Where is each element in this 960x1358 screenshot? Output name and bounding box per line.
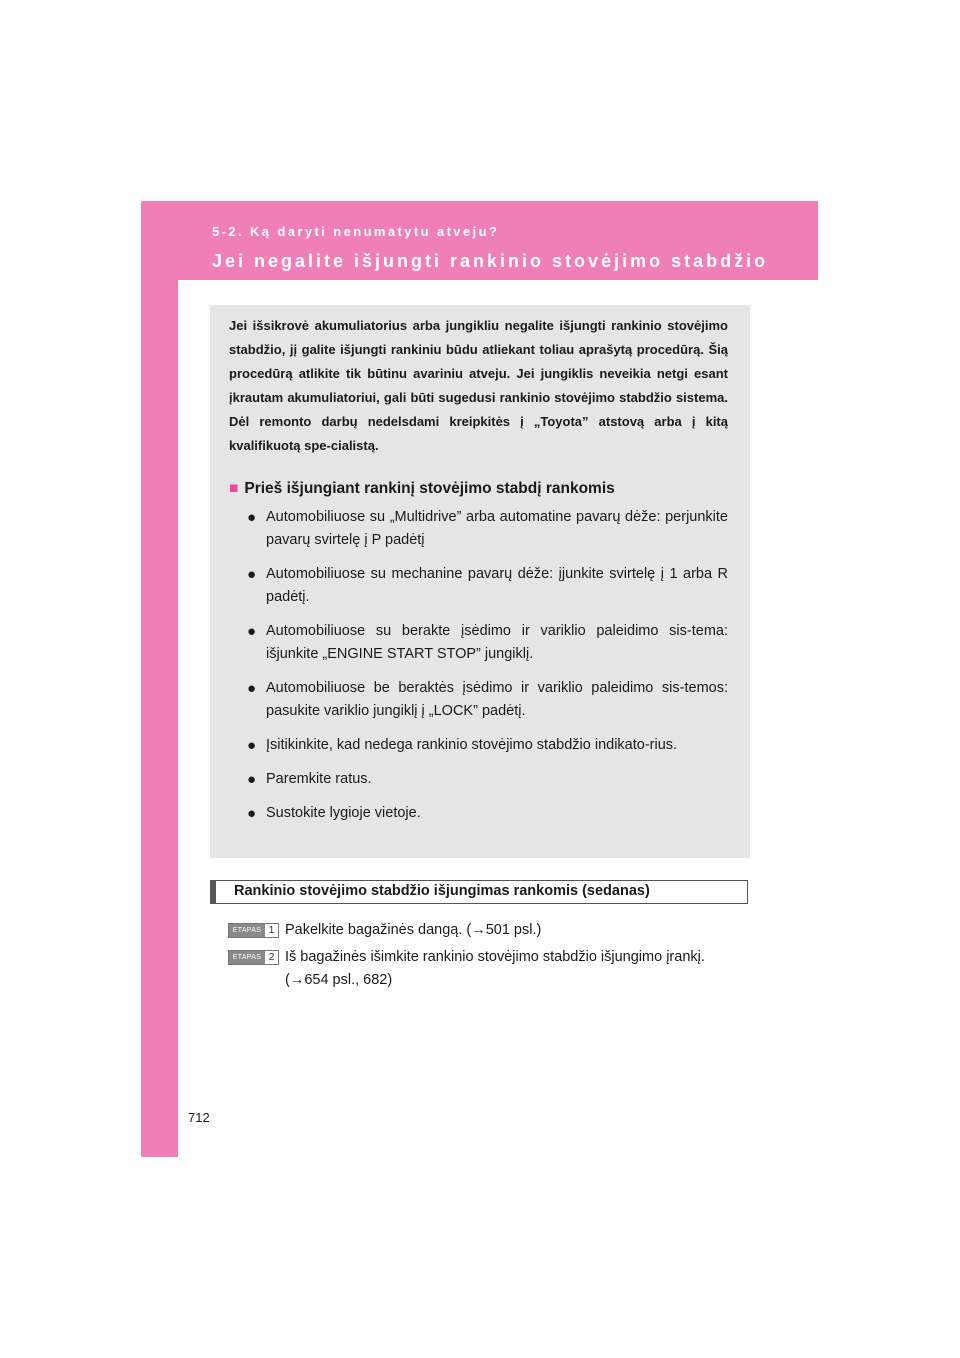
list-item	[247, 768, 728, 791]
bullet-dot-icon: ●	[247, 680, 257, 697]
procedure-heading	[210, 880, 748, 904]
list-item	[247, 563, 728, 609]
bullet-dot-icon: ●	[247, 771, 257, 788]
intro-paragraph: Jei išsikrovė akumuliatorius arba jungikliu negalite išjungti rankinio stovėjimo stabdžio, jį galite išjungti rankiniu būdu atliekant toliau aprašytą procedūrą. Šią procedūrą atlikite tik būtinu avariniu atveju. Jei jungiklis neveikia netgi esant įkrautam akumuliatoriui, gali būti sugedusi rankinio stovėjimo stabdžio sistema. Dėl remonto darbų nedelsdami kreipkitės į „Toyota” atstovą arba į kitą kvalifikuotą spe-cialistą.	[229, 318, 728, 453]
list-item-text: Sustokite lygioje vietoje.	[266, 805, 421, 821]
list-item-text: Automobiliuose su „Multidrive” arba automatine pavarų dėže: perjunkite pavarų svirtelę į P padėtį	[266, 509, 728, 548]
prep-bullet-list	[247, 506, 728, 836]
bullet-dot-icon: ●	[247, 566, 257, 583]
bullet-dot-icon: ●	[247, 623, 257, 640]
step-badge	[228, 950, 279, 965]
step-text: Pakelkite bagažinės dangą. (→501 psl.)	[285, 922, 542, 938]
step-text	[285, 946, 745, 992]
list-item-text: Paremkite ratus.	[266, 771, 372, 787]
side-margin-band	[141, 280, 178, 1157]
step-badge-label: ETAPAS	[229, 951, 265, 964]
square-bullet-icon: ■	[229, 480, 239, 497]
list-item	[247, 620, 728, 666]
list-item-text: Automobiliuose su berakte įsėdimo ir variklio paleidimo sis-tema: išjunkite „ENGINE START STOP” jungiklį.	[266, 623, 728, 662]
step-text-main: Iš bagažinės išimkite rankinio stovėjimo stabdžio išjungimo įrankį.	[285, 949, 705, 965]
step-badge	[228, 923, 279, 938]
list-item	[247, 734, 728, 757]
page-number: 712	[188, 1110, 210, 1125]
bullet-dot-icon: ●	[247, 737, 257, 754]
list-item-text: Automobiliuose be beraktės įsėdimo ir variklio paleidimo sis-temos: pasukite variklio jungiklį į „LOCK” padėtį.	[266, 680, 728, 719]
list-item	[247, 506, 728, 552]
step-badge-number: 2	[268, 952, 275, 963]
list-item-text: Įsitikinkite, kad nedega rankinio stovėjimo stabdžio indikato-rius.	[266, 737, 678, 753]
bullet-dot-icon: ●	[247, 805, 257, 822]
procedure-heading-text: Rankinio stovėjimo stabdžio išjungimas rankomis (sedanas)	[234, 883, 650, 899]
list-item-text: Automobiliuose su mechanine pavarų dėže: įjunkite svirtelę į 1 arba R padėtį.	[266, 566, 728, 605]
page-title: Jei negalite išjungti rankinio stovėjimo stabdžio	[212, 251, 769, 271]
prep-heading-text: Prieš išjungiant rankinį stovėjimo stabdį rankomis	[244, 480, 615, 497]
list-item	[247, 802, 728, 825]
prep-heading	[229, 480, 615, 498]
bullet-dot-icon: ●	[247, 509, 257, 526]
section-number: 5-2. Ką daryti nenumatytu atveju?	[212, 224, 500, 239]
step-badge-label: ETAPAS	[229, 924, 265, 937]
step-text-ref: (→654 psl., 682)	[285, 972, 393, 988]
step-badge-number: 1	[268, 925, 275, 936]
list-item	[247, 677, 728, 723]
